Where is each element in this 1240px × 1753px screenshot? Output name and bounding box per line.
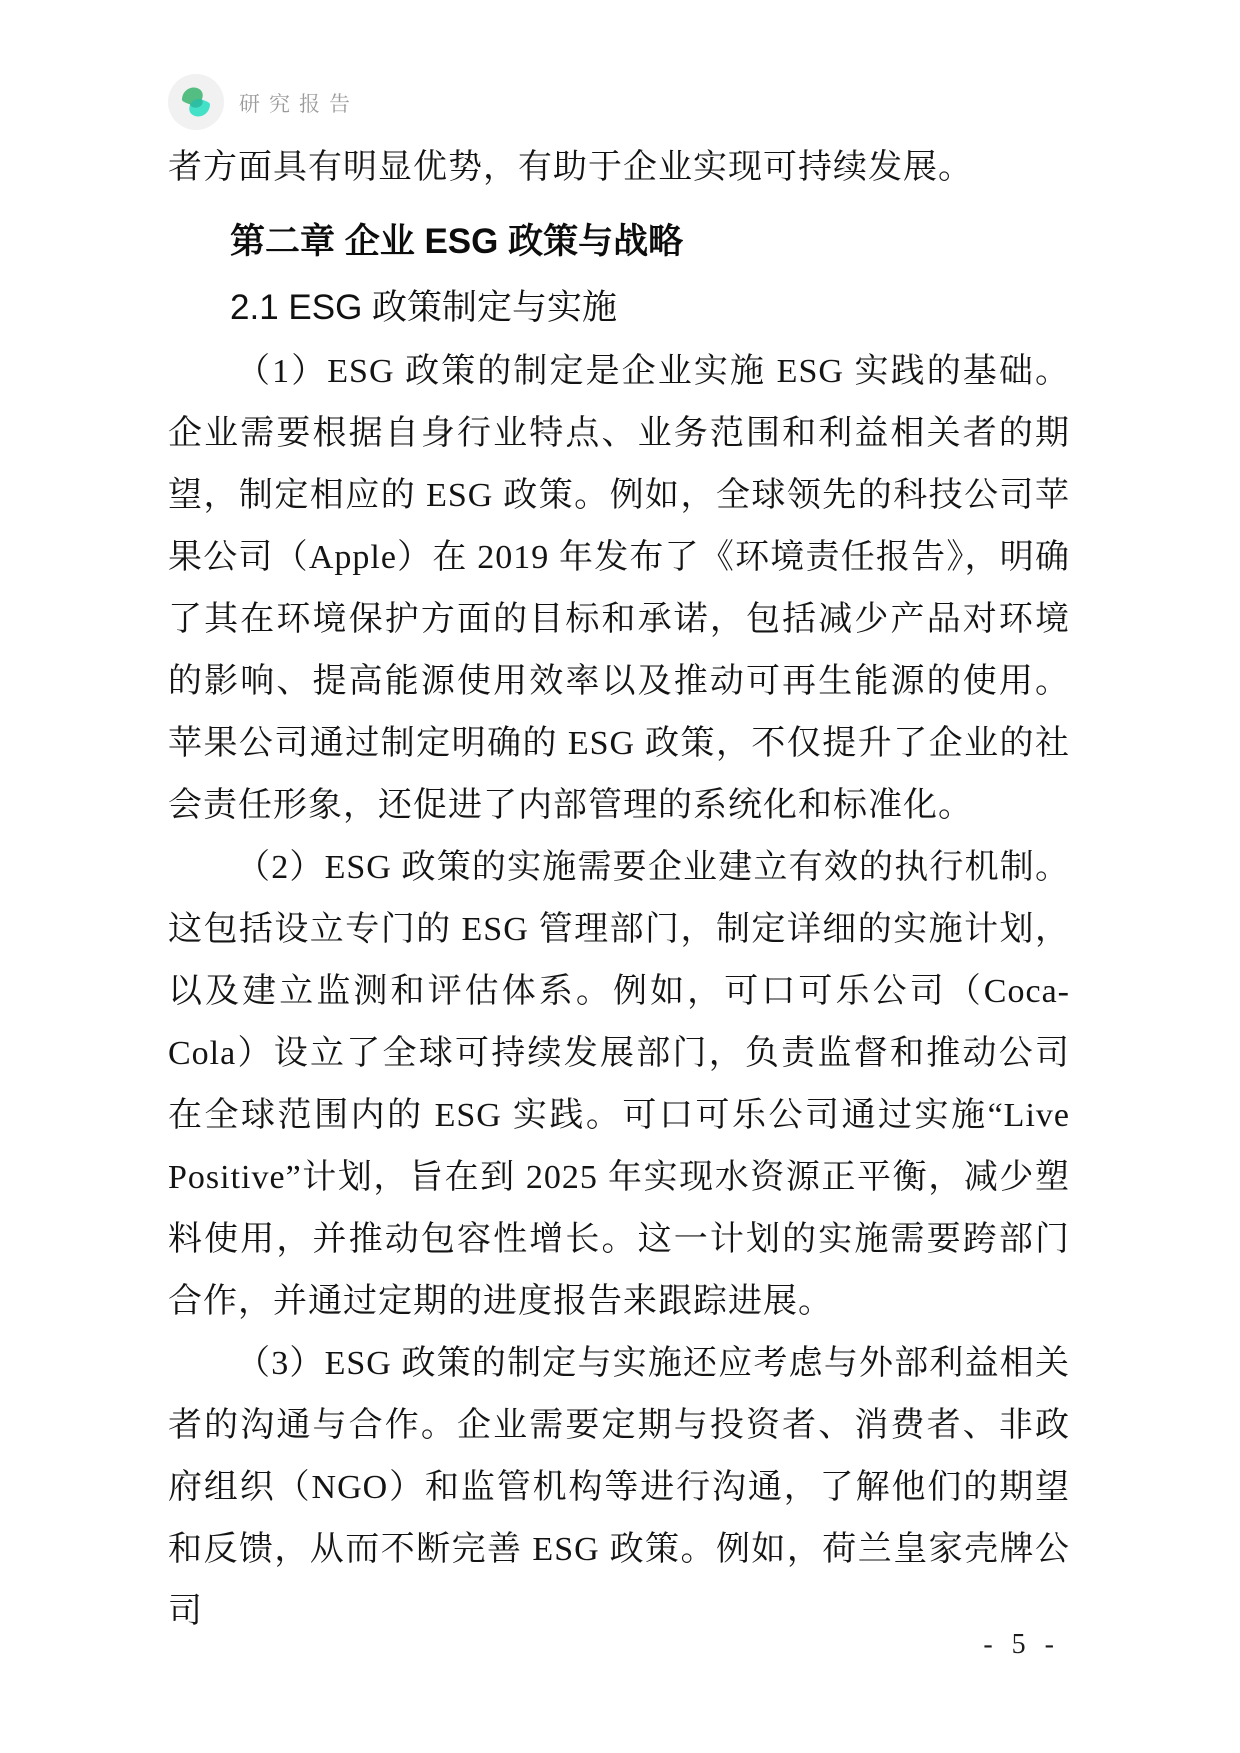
paragraph-3: （3）ESG 政策的制定与实施还应考虑与外部利益相关者的沟通与合作。企业需要定期与投资者、消费者、非政府组织（NGO）和监管机构等进行沟通，了解他们的期望和反馈，从而不断完善 ESG 政策。例如，荷兰皇家壳牌公司	[168, 1345, 1070, 1630]
page-number: - 5 -	[983, 1629, 1060, 1660]
page-footer	[983, 1629, 1060, 1661]
document-body	[168, 137, 1070, 1643]
paragraph-2: （2）ESG 政策的实施需要企业建立有效的执行机制。这包括设立专门的 ESG 管理部门，制定详细的实施计划，以及建立监测和评估体系。例如，可口可乐公司（Coca-Cola）设立了全球可持续发展部门，负责监督和推动公司在全球范围内的 ESG 实践。可口可乐公司通过实施“Live Positive”计划，旨在到 2025 年实现水资源正平衡，减少塑料使用，并推动包容性增长。这一计划的实施需要跨部门合作，并通过定期的进度报告来跟踪进展。	[168, 849, 1070, 1320]
section-heading: 2.1 ESG 政策制定与实施	[230, 288, 618, 327]
paragraph-continuation: 者方面具有明显优势，有助于企业实现可持续发展。	[168, 149, 973, 186]
paragraph-1: （1）ESG 政策的制定是企业实施 ESG 实践的基础。企业需要根据自身行业特点、业务范围和利益相关者的期望，制定相应的 ESG 政策。例如，全球领先的科技公司苹果公司（Apple）在 2019 年发布了《环境责任报告》，明确了其在环境保护方面的目标和承诺，包括减少产品对环境的影响、提高能源使用效率以及推动可再生能源的使用。苹果公司通过制定明确的 ESG 政策，不仅提升了企业的社会责任形象，还促进了内部管理的系统化和标准化。	[168, 353, 1070, 824]
chapter-heading: 第二章 企业 ESG 政策与战略	[230, 222, 684, 261]
report-header	[168, 74, 359, 130]
brand-logo-text: 研究报告	[239, 91, 359, 116]
brand-logo-icon	[168, 74, 224, 130]
